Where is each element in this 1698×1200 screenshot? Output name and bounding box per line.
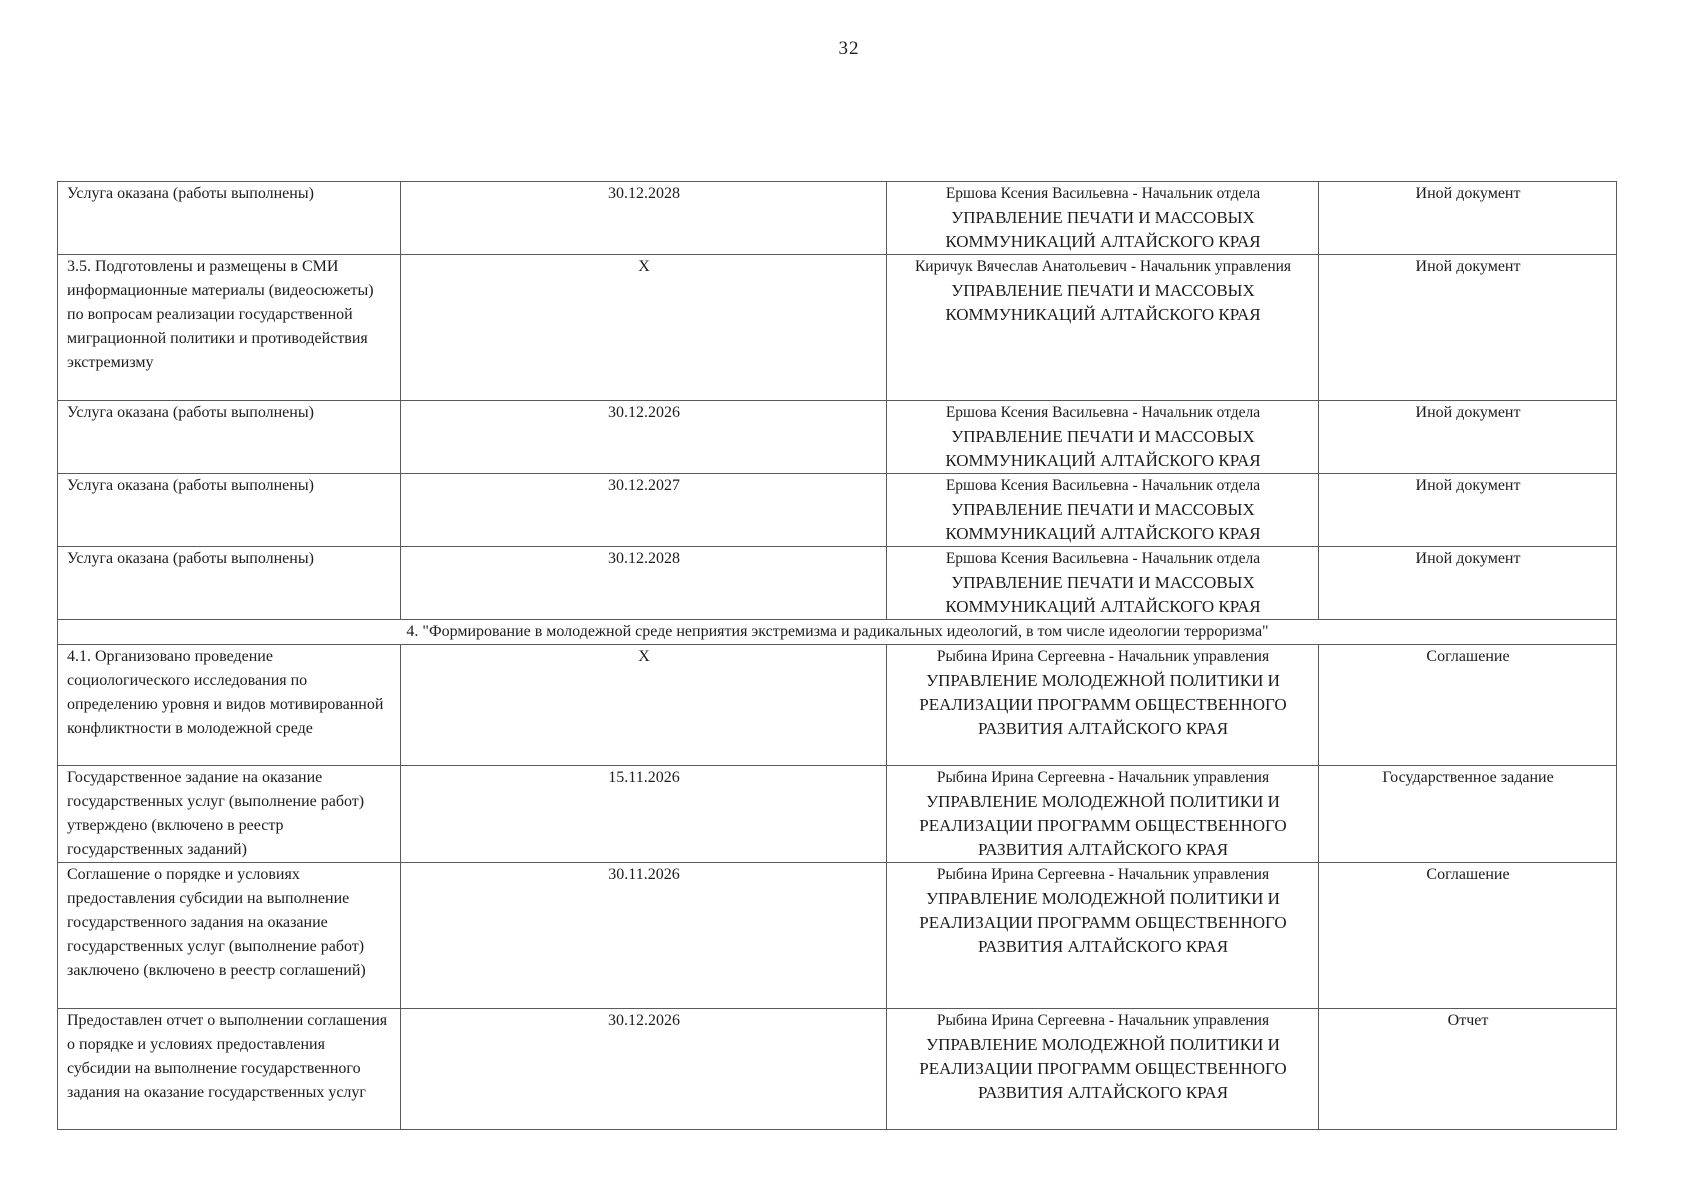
document-type: Отчет [1447, 1012, 1489, 1029]
date-cell [401, 766, 887, 863]
document-cell [1319, 1009, 1617, 1130]
document-cell [1319, 401, 1617, 474]
result-cell [58, 766, 401, 863]
date-cell [401, 645, 887, 766]
document-cell [1319, 474, 1617, 547]
responsible-org: УПРАВЛЕНИЕ ПЕЧАТИ И МАССОВЫХ КОММУНИКАЦИЙ АЛТАЙСКОГО КРАЯ [945, 281, 1261, 324]
responsible-person: Ершова Ксения Васильевна - Начальник отдела [945, 404, 1261, 421]
responsible-cell [887, 645, 1319, 766]
document-type: Иной документ [1415, 185, 1521, 202]
result-cell [58, 401, 401, 474]
responsible-cell [887, 401, 1319, 474]
document-type: Государственное задание [1382, 769, 1554, 786]
responsible-cell [887, 182, 1319, 255]
table-row [58, 1009, 1617, 1130]
responsible-cell [887, 766, 1319, 863]
date-text: 30.12.2026 [608, 1012, 680, 1029]
table-row [58, 547, 1617, 620]
date-text: 30.12.2028 [608, 185, 680, 202]
document-type: Соглашение [1426, 866, 1510, 883]
table-row [58, 645, 1617, 766]
responsible-org: УПРАВЛЕНИЕ МОЛОДЕЖНОЙ ПОЛИТИКИ И РЕАЛИЗАЦИИ ПРОГРАММ ОБЩЕСТВЕННОГО РАЗВИТИЯ АЛТАЙСКОГО КРАЯ [919, 889, 1287, 956]
document-type: Иной документ [1415, 258, 1521, 275]
responsible-person: Ершова Ксения Васильевна - Начальник отдела [945, 550, 1261, 567]
document-type: Иной документ [1415, 477, 1521, 494]
table-row [58, 401, 1617, 474]
control-points-table [57, 181, 1617, 1130]
responsible-org: УПРАВЛЕНИЕ МОЛОДЕЖНОЙ ПОЛИТИКИ И РЕАЛИЗАЦИИ ПРОГРАММ ОБЩЕСТВЕННОГО РАЗВИТИЯ АЛТАЙСКОГО КРАЯ [919, 792, 1287, 859]
document-type: Иной документ [1415, 550, 1521, 567]
result-text: Услуга оказана (работы выполнены) [67, 185, 314, 202]
responsible-person: Ершова Ксения Васильевна - Начальник отдела [945, 477, 1261, 494]
date-text: 15.11.2026 [608, 769, 680, 786]
date-text: 30.12.2027 [608, 477, 680, 494]
responsible-person: Рыбина Ирина Сергеевна - Начальник управления [936, 866, 1270, 883]
result-text: Соглашение о порядке и условиях предоставления субсидии на выполнение государственного задания на оказание государственных услуг (выполнение работ) заключено (включено в реестр соглашений) [67, 866, 366, 979]
result-cell [58, 474, 401, 547]
responsible-cell [887, 863, 1319, 1009]
responsible-org: УПРАВЛЕНИЕ ПЕЧАТИ И МАССОВЫХ КОММУНИКАЦИЙ АЛТАЙСКОГО КРАЯ [945, 573, 1261, 616]
table-row [58, 255, 1617, 401]
result-text: Услуга оказана (работы выполнены) [67, 550, 314, 567]
date-cell [401, 474, 887, 547]
date-text: Х [638, 648, 650, 665]
result-cell [58, 645, 401, 766]
responsible-cell [887, 1009, 1319, 1130]
responsible-cell [887, 255, 1319, 401]
responsible-person: Рыбина Ирина Сергеевна - Начальник управления [936, 1012, 1270, 1029]
result-text: Услуга оказана (работы выполнены) [67, 404, 314, 421]
date-text: 30.11.2026 [608, 866, 680, 883]
page-number: 32 [838, 38, 860, 59]
responsible-person: Ершова Ксения Васильевна - Начальник отдела [945, 185, 1261, 202]
document-cell [1319, 547, 1617, 620]
result-cell [58, 182, 401, 255]
result-cell [58, 255, 401, 401]
result-cell [58, 1009, 401, 1130]
result-text: 4.1. Организовано проведение социологического исследования по определению уровня и видов мотивированной конфликтности в молодежной среде [67, 648, 384, 737]
responsible-cell [887, 547, 1319, 620]
responsible-org: УПРАВЛЕНИЕ ПЕЧАТИ И МАССОВЫХ КОММУНИКАЦИЙ АЛТАЙСКОГО КРАЯ [945, 427, 1261, 470]
date-cell [401, 182, 887, 255]
date-cell [401, 401, 887, 474]
responsible-org: УПРАВЛЕНИЕ ПЕЧАТИ И МАССОВЫХ КОММУНИКАЦИЙ АЛТАЙСКОГО КРАЯ [945, 500, 1261, 543]
document-cell [1319, 182, 1617, 255]
section-title: 4. "Формирование в молодежной среде неприятия экстремизма и радикальных идеологий, в том числе идеологии терроризма" [58, 620, 1617, 645]
date-text: 30.12.2028 [608, 550, 680, 567]
result-text: Государственное задание на оказание государственных услуг (выполнение работ) утверждено (включено в реестр государственных заданий) [67, 769, 365, 858]
document-type: Соглашение [1426, 648, 1510, 665]
responsible-cell [887, 474, 1319, 547]
section-row [58, 620, 1617, 645]
responsible-person: Рыбина Ирина Сергеевна - Начальник управления [936, 648, 1270, 665]
table-row [58, 863, 1617, 1009]
document-cell [1319, 255, 1617, 401]
date-cell [401, 1009, 887, 1130]
document-cell [1319, 645, 1617, 766]
result-text: Услуга оказана (работы выполнены) [67, 477, 314, 494]
document-cell [1319, 766, 1617, 863]
date-cell [401, 255, 887, 401]
date-text: 30.12.2026 [608, 404, 680, 421]
date-cell [401, 863, 887, 1009]
date-cell [401, 547, 887, 620]
responsible-org: УПРАВЛЕНИЕ МОЛОДЕЖНОЙ ПОЛИТИКИ И РЕАЛИЗАЦИИ ПРОГРАММ ОБЩЕСТВЕННОГО РАЗВИТИЯ АЛТАЙСКОГО КРАЯ [919, 671, 1287, 738]
responsible-person: Рыбина Ирина Сергеевна - Начальник управления [936, 769, 1270, 786]
table-row [58, 766, 1617, 863]
responsible-person: Киричук Вячеслав Анатольевич - Начальник управления [914, 258, 1292, 275]
table-row [58, 474, 1617, 547]
document-type: Иной документ [1415, 404, 1521, 421]
responsible-org: УПРАВЛЕНИЕ ПЕЧАТИ И МАССОВЫХ КОММУНИКАЦИЙ АЛТАЙСКОГО КРАЯ [945, 208, 1261, 251]
result-text: 3.5. Подготовлены и размещены в СМИ информационные материалы (видеосюжеты) по вопросам реализации государственной миграционной политики и противодействия экстремизму [67, 258, 374, 371]
document-cell [1319, 863, 1617, 1009]
result-cell [58, 547, 401, 620]
date-text: Х [638, 258, 650, 275]
table-row [58, 182, 1617, 255]
result-cell [58, 863, 401, 1009]
result-text: Предоставлен отчет о выполнении соглашения о порядке и условиях предоставления субсидии на выполнение государственного задания на оказание государственных услуг [67, 1012, 388, 1101]
responsible-org: УПРАВЛЕНИЕ МОЛОДЕЖНОЙ ПОЛИТИКИ И РЕАЛИЗАЦИИ ПРОГРАММ ОБЩЕСТВЕННОГО РАЗВИТИЯ АЛТАЙСКОГО КРАЯ [919, 1035, 1287, 1102]
